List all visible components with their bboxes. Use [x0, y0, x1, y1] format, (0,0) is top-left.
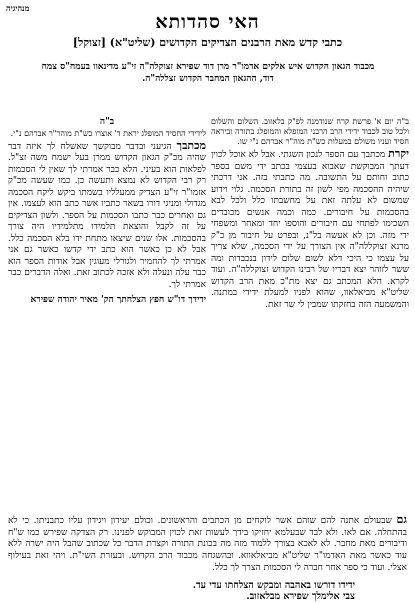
left-column-text: הגיעני ובדבר מבוקשך שאשלח לך איזה דבר שהיה מכ"ק הגאון הקדוש ממרן בעל ישמח משה זצ"ל. לפלאות הוא בעיני. הלא כבר אמרתי לך שאין לי הסכמות רק רבי הקדוש לא נמצא ותעשה כן. כמו שעשה מכ"ק אזמו"ר זי"ע הצדיק ממעלליו בשמתו ביקש ליקח הסכמה מגדולי ומניגי דורו בשאר כתביו אשר כתב הוא לעצמו. אין גם ואחרים כבר כתבו הסכמות על הספר. ולשון הצדיקים על זה לקבל והוצאת תלמידו מתלמידיו היה צורך בהסכמות. אלו שנים שיצאו מתחת ידו בלא הסכמה כלל. אבל לא כן כאשר הוא כתב ידי קדשו כאשר גם אני אמרתי לך להחמיר ולגורלי מעוגין אבל אודות הספר הוא כבר עלה ונעלה ולא אזכה לכתוב זאת. ואלה הדברים כבר אמרתי לך.	[8, 141, 206, 290]
left-column-opening-word: מכתבך	[176, 138, 206, 152]
bottom-text: שבעולם אתנה להם שוהם אשר לוקחים מן הכתבים והראשונים. וכולם יעידון ויגידון עליו כתבניתו. כי לא בהתחלה. אם לאו. ולא לבד שבעלמא יחזיקו בידך לעשות זאת לכוין המבוקש לפנינו. רק הצדקה שפירש כמו ש"ח ודיבורים מאת מחבר. לא לאכא בצורך ללמוד מזה מה בכונת התורה וקצרת הדבר כל שכתוב שהבל היה ישרה ללא עוד כאשר מאת האדמו"ר שליט"א מביאלאווא. ובהשגחה מכבוד הרב הקדוש. ובעזרת השי"ת. ויהי זאת בעילוף אצלי. ועוד כי ספר אחר חברה לי הסכמות הצרך לך כלל.	[8, 516, 407, 573]
right-column-body	[211, 147, 409, 311]
bottom-opening-word: גם	[396, 513, 407, 526]
right-column-preface: ב"ה יום א' פרשת קרח שנודמנה לפ"ק בלאזוב. השלום והשלום ולכל טוב לכבוד ידידי הרב הרבני המופלא והמופלג בתורה וביראה חסיד ועניו משולם במעלות כש"ת מוה"ר אברהם נ"י שו.	[211, 117, 409, 146]
right-column-text: מכתבך עם הספר לנכון השגתי. אבל לא אוכל לכוין דעתך המבוקשת שאבוא בעצמי בכתב ידי משם בספר כתוב וחותם על התשובה. מה כתבתי בזה. אני דרכתי שיהיה ההסכמה מפי לשון זה בתורת הסכמה. גלוי וידוע שמשום לא עלתה זאת על מחשבתו כלל ולכל לבא בהסכמות על חיבורים. כמה וכמה אנשים מכובדים השכימו לפתחי עם חיבורים והוספו יחד ומאחר ומשפחי ידי מזה. וכן לא אעשה בל"נ, ובפרט על חיבור מן כ"ק מרנא זצוקללה"ה אין הצורך על ידי הסכמה, שלא צריך על עצמו כי היכי דלא לשום שלום לידון בנכבדות ומה ששר לזוהר יצא דבריו של רבינו הקדוש זצוקללה"ה. ועוד לקרא. הלא המכתב גם יצא מת"כ מאת הרב הקדוש שליט"א מביאלאוו, שהוא לפניו למעלת ידידי במתנה. והמשמעה הזה בחזקתו שמבין לי שר זאת.	[211, 150, 409, 310]
left-column	[8, 117, 206, 307]
right-column-opening-word: יקרת	[388, 147, 409, 160]
left-column-preface: לידידי החסיד המופלג יראת ד' אוצרו כש"ת מוהר"ר אברהם נ"י.	[10, 128, 206, 138]
left-column-heading: ב"ה	[99, 117, 115, 127]
left-column-body	[8, 139, 206, 292]
signature-line-1: ידידו דורשו באהבה ומבקש הצלחתו עדי עד.	[192, 580, 355, 591]
left-column-closing: ידידך דו"ש חפץ הצלחתך הק' מאיר יהודה שפירא	[30, 295, 206, 306]
signature-block	[193, 580, 355, 603]
bottom-paragraph	[8, 513, 407, 574]
intro-paragraph: מכבוד הגאון הקדוש איש אלקים אדמו"ר מרן דוד שפירא זצוקלה"ה זי"ע מדינאוו בעמח"ס צמח דוד, ההגאון המחבר הקדוש זצללה"ה.	[41, 62, 375, 84]
page-header: מנהיגיה	[6, 3, 30, 13]
page-title: האי סהדותא	[155, 11, 260, 33]
page-subtitle: כתבי קדש מאת הרבנים הצדיקים הקדושים (שליט"א) [זצוקל]	[72, 36, 343, 49]
signature-line-2: צבי אלימלך שפירא מבלאזוב.	[246, 591, 355, 603]
right-column	[211, 117, 409, 311]
